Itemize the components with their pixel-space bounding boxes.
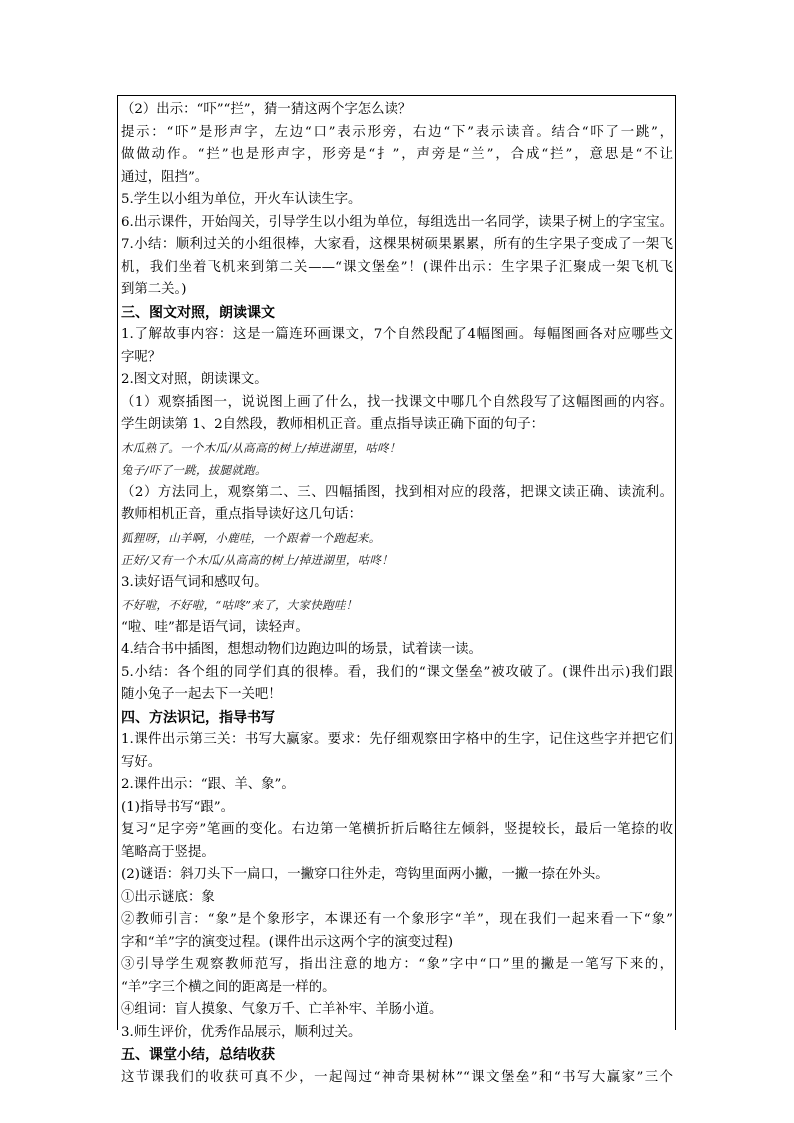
text-line: ④组词：盲人摸象、气象万千、亡羊补牢、羊肠小道。 (121, 1002, 443, 1017)
text-line: “啦、哇”都是语气词，读轻声。 (121, 619, 309, 635)
section-heading: 三、图文对照，朗读课文 (121, 304, 275, 321)
text-line: 4.结合书中插图，想想动物们边跑边叫的场景，试着读一读。 (121, 642, 482, 657)
text-line: （1）观察插图一，说说图上画了什么，找一找课文中哪几个自然段写了这幅图画的内容。 (121, 394, 673, 410)
text-line: 到第二关。) (121, 282, 187, 297)
text-line: ③引导学生观察教师范写，指出注意的地方：“象”字中“口”里的撇是一笔写下来的， (121, 957, 673, 972)
text-line: 通过，阻挡”。 (121, 169, 209, 185)
text-line: 做做动作。“拦”也是形声字，形旁是“扌”，声旁是“兰”，合成“拦”，意思是“不让 (121, 147, 673, 162)
example-sentence: 兔子/吓了一跳，拔腿就跑。 (121, 463, 267, 477)
text-line: 7.小结：顺利过关的小组很棒，大家看，这棵果树硕果累累，所有的生字果子变成了一架飞 (121, 237, 673, 252)
text-line: 2.图文对照，朗读课文。 (121, 372, 268, 387)
text-line: 这节课我们的收获可真不少，一起闯过“神奇果树林”“课文堡垒”和“书写大赢家”三个 (121, 1069, 673, 1085)
text-line: “羊”字三个横之间的距离是一样的。 (121, 979, 336, 995)
text-line: 5.小结：各个组的同学们真的很棒。看，我们的“课文堡垒”被攻破了。(课件出示)我们跟 (121, 664, 673, 680)
text-line: 3.读好语气词和感叹句。 (121, 574, 268, 590)
text-line: 机，我们坐着飞机来到第二关——“课文堡垒”！(课件出示：生字果子汇聚成一架飞机飞 (121, 259, 673, 275)
text-line: 2.课件出示：“跟、羊、象”。 (121, 777, 295, 792)
text-line: 6.出示课件，开始闯关，引导学生以小组为单位，每组选出一名同学，读果子树上的字宝宝。 (121, 214, 673, 230)
text-line: 1.了解故事内容：这是一篇连环画课文，7个自然段配了4幅图画。每幅图画各对应哪些文 (121, 327, 673, 342)
text-line: 写好。 (121, 754, 162, 770)
example-sentence: 狐狸呀，山羊啊，小鹿哇，一个跟着一个跑起来。 (121, 530, 381, 545)
text-line: ①出示谜底：象 (121, 889, 215, 905)
example-sentence: 不好啦，不好啦，“咕咚”来了，大家快跑哇！ (121, 598, 358, 612)
lesson-plan-table-cell (117, 95, 676, 1085)
text-line: 3.师生评价，优秀作品展示，顺利过关。 (121, 1024, 362, 1040)
section-heading: 五、课堂小结，总结收获 (121, 1047, 275, 1063)
example-sentence: 木瓜熟了。一个木瓜/从高高的树上/掉进湖里，咕咚！ (121, 440, 401, 455)
text-line: (2)谜语：斜刀头下一扁口，一撇穿口往外走，弯钩里面两小撇，一撇一捺在外头。 (121, 867, 609, 882)
example-sentence: 正好/又有一个木瓜/从高高的树上/掉进湖里，咕咚！ (121, 553, 394, 567)
text-line: （2）方法同上，观察第二、三、四幅插图，找到相对应的段落，把课文读正确、读流利。 (121, 484, 673, 500)
text-line: 复习“足字旁”笔画的变化。右边第一笔横折折后略往左倾斜，竖提较长，最后一笔捺的收 (121, 822, 673, 837)
text-line: 笔略高于竖提。 (121, 844, 215, 860)
text-line: 随小兔子一起去下一关吧！ (121, 687, 282, 702)
text-line: 字呢？ (121, 349, 162, 365)
text-line: ②教师引言：“象”是个象形字，本课还有一个象形字“羊”，现在我们一起来看一下“象” (121, 912, 673, 927)
text-line: 5.学生以小组为单位，开火车认读生字。 (121, 192, 362, 207)
text-line: 1.课件出示第三关：书写大赢家。要求：先仔细观察田字格中的生字，记住这些字并把它们 (121, 732, 673, 747)
text-line: (1)指导书写“跟”。 (121, 799, 235, 815)
text-line: 教师相机正音，重点指导读好这几句话： (121, 507, 363, 522)
section-heading: 四、方法识记，指导书写 (121, 709, 275, 726)
text-line: 学生朗读第 1、2自然段，教师相机正音。重点指导读正确下面的句子： (121, 417, 545, 432)
text-line: （2）出示：“吓”“拦”，猜一猜这两个字怎么读？ (121, 102, 412, 117)
text-line: 字和“羊”字的演变过程。(课件出示这两个字的演变过程) (121, 934, 454, 950)
text-line: 提示：“吓”是形声字，左边“口”表示形旁，右边“下”表示读音。结合“吓了一跳”， (121, 124, 673, 140)
